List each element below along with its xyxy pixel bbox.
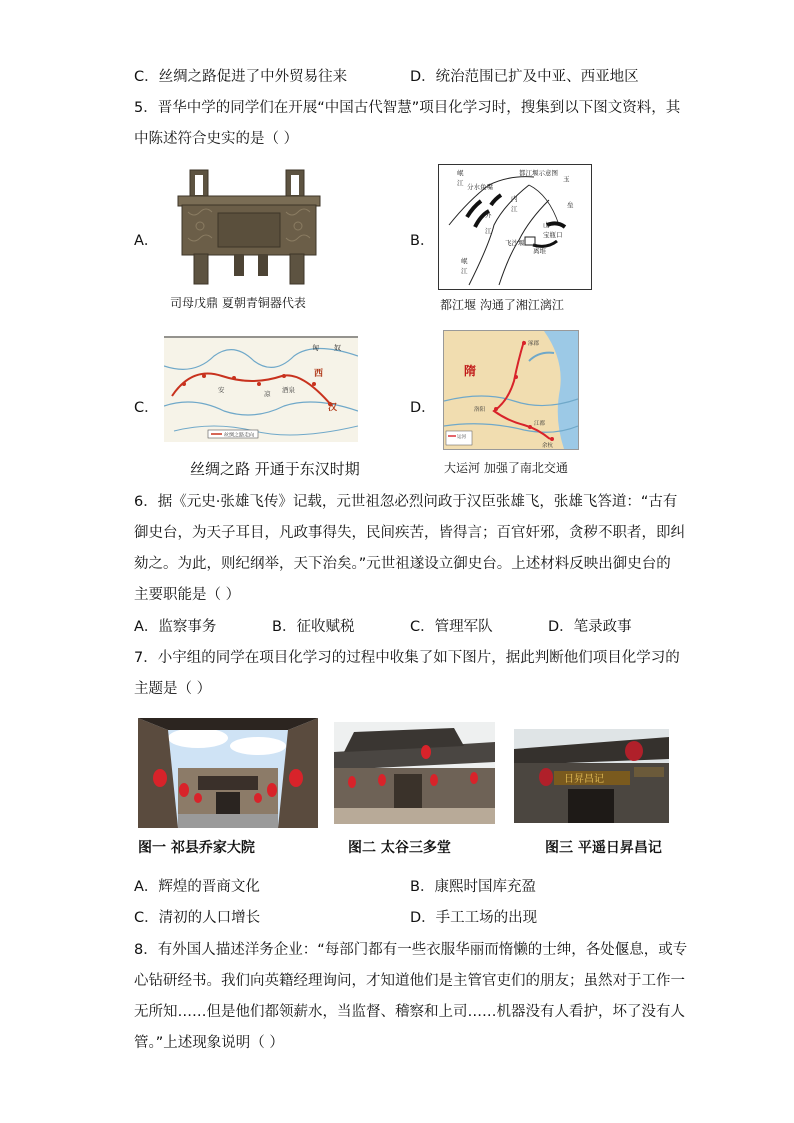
- svg-text:岷: 岷: [461, 257, 468, 265]
- svg-text:分水鱼嘴: 分水鱼嘴: [467, 183, 493, 191]
- mapc-legend: 丝绸之路走向: [224, 432, 255, 439]
- q8-line4: 管。”上述现象说明（ ）: [134, 1035, 284, 1051]
- q5-stem-line2: 中陈述符合史实的是（ ）: [134, 131, 299, 147]
- svg-text:飞沙堰: 飞沙堰: [505, 239, 525, 247]
- q8-line1: 8．有外国人描述洋务企业：“每部门都有一些衣服华丽而惰懒的士绅，各处偃息，或专: [134, 942, 688, 958]
- q7-photo-sanduotang: [334, 722, 495, 824]
- svg-text:内: 内: [511, 195, 518, 203]
- q7-option-b: B．康熙时国库充盈: [410, 879, 536, 895]
- svg-text:涿郡: 涿郡: [528, 341, 540, 347]
- svg-text:凉: 凉: [264, 390, 271, 398]
- q5-option-c-label: C．: [134, 400, 159, 416]
- q6-line2: 御史台，为天子耳目，凡政事得失，民间疾苦，皆得言；百官奸邪，贪秽不职者，即纠: [134, 525, 685, 541]
- svg-text:玉: 玉: [563, 175, 570, 183]
- svg-text:山: 山: [543, 221, 550, 229]
- svg-text:酒泉: 酒泉: [282, 386, 295, 394]
- svg-text:西: 西: [314, 369, 324, 379]
- q5-image-a-ding: [176, 168, 322, 286]
- q8-line3: 无所知……但是他们都领薪水，当监督、稽察和上司……机器没有人看护，坏了没有人: [134, 1004, 685, 1020]
- q6-option-a: A．监察事务: [134, 619, 217, 635]
- q6-line1: 6．据《元史·张雄飞传》记载，元世祖忽必烈问政于汉臣张雄飞，张雄飞答道：“古有: [134, 494, 678, 510]
- q8-line2: 心钻研经书。我们向英籍经理询问，才知道他们是主管官吏们的朋友；虽然对于工作一: [134, 973, 685, 989]
- q6-line4: 主要职能是（ ）: [134, 587, 241, 603]
- svg-text:江: 江: [511, 205, 518, 213]
- svg-text:江: 江: [461, 267, 468, 275]
- q4-option-d: D．统治范围已扩及中亚、西亚地区: [410, 69, 639, 85]
- q5-caption-c: 丝绸之路 开通于东汉时期: [190, 460, 360, 478]
- q5-option-d-label: D．: [410, 400, 436, 416]
- svg-text:江: 江: [485, 227, 492, 235]
- q7-option-a: A．辉煌的晋商文化: [134, 879, 260, 895]
- svg-text:离堆: 离堆: [533, 247, 546, 255]
- svg-text:匈: 匈: [312, 344, 319, 352]
- svg-text:安: 安: [218, 386, 225, 394]
- svg-text:外: 外: [485, 211, 492, 219]
- q5-caption-d: 大运河 加强了南北交通: [444, 461, 568, 475]
- mapb-title: 都江堰示意图: [519, 169, 558, 177]
- svg-text:洛阳: 洛阳: [474, 407, 486, 413]
- q5-stem-line1: 5．晋华中学的同学们在开展“中国古代智慧”项目化学习时，搜集到以下图文资料，其: [134, 100, 681, 116]
- q5-option-a-label: A．: [134, 233, 159, 249]
- q7-caption-fig2: 图二 太谷三多堂: [348, 840, 451, 856]
- q5-caption-b: 都江堰 沟通了湘江漓江: [440, 298, 564, 312]
- q7-caption-fig3: 图三 平遥日昇昌记: [545, 840, 662, 856]
- svg-text:江都: 江都: [534, 421, 546, 427]
- q6-option-c: C．管理军队: [410, 619, 493, 635]
- q5-image-d-grand-canal-map: [443, 330, 579, 450]
- q6-line3: 劾之。为此，则纪纲举，天下治矣。”元世祖遂设立御史台。上述材料反映出御史台的: [134, 556, 671, 572]
- q6-option-b: B．征收赋税: [272, 619, 355, 635]
- q7-line1: 7．小宇组的同学在项目化学习的过程中收集了如下图片，据此判断他们项目化学习的: [134, 650, 680, 666]
- q5-image-b-dujiangyan-map: [438, 164, 592, 290]
- q7-photo-qiao-courtyard: [138, 718, 318, 828]
- svg-text:奴: 奴: [334, 344, 341, 352]
- q7-line2: 主题是（ ）: [134, 681, 212, 697]
- svg-text:岷: 岷: [457, 169, 464, 177]
- rishengchang-sign: 日昇昌记: [564, 774, 604, 785]
- q7-caption-fig1: 图一 祁县乔家大院: [138, 840, 255, 856]
- mapd-sui: 隋: [464, 364, 477, 378]
- q6-option-d: D．笔录政事: [548, 619, 632, 635]
- svg-text:余杭: 余杭: [542, 443, 554, 449]
- q5-caption-a: 司母戊鼎 夏朝青铜器代表: [170, 296, 306, 310]
- svg-text:汉: 汉: [328, 403, 338, 413]
- svg-text:江: 江: [457, 179, 464, 187]
- q7-option-d: D．手工工场的出现: [410, 910, 538, 926]
- q7-option-c: C．清初的人口增长: [134, 910, 261, 926]
- svg-text:运河: 运河: [457, 435, 466, 440]
- q5-option-b-label: B．: [410, 233, 435, 249]
- svg-text:宝瓶口: 宝瓶口: [543, 231, 563, 239]
- svg-text:垒: 垒: [567, 201, 574, 209]
- q7-photo-rishengchang: [514, 729, 669, 823]
- q4-option-c: C．丝绸之路促进了中外贸易往来: [134, 69, 348, 85]
- q5-image-c-silkroad-map: [164, 336, 358, 442]
